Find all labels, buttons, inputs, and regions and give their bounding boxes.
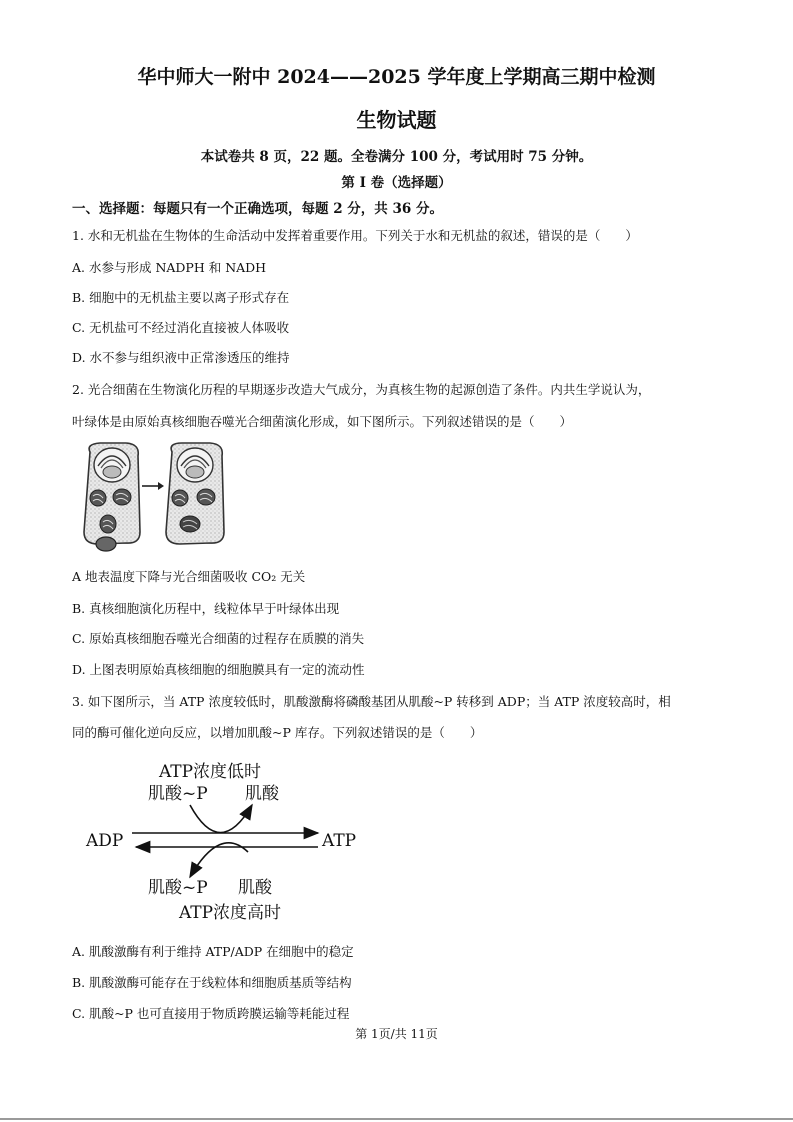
transformation-arrow — [142, 482, 164, 490]
bottom-reaction-arc — [190, 843, 248, 877]
top-reaction-arc — [190, 805, 252, 833]
primitive-cell — [84, 443, 140, 544]
question-3-stem-line2: 同的酶可催化逆向反应，以增加肌酸~P 库存。下列叙述错误的是（ ） — [72, 725, 483, 740]
diagram-top-condition: ATP浓度低时 — [158, 762, 262, 782]
question-3-option-a: A. 肌酸激酶有利于维持 ATP/ADP 在细胞中的稳定 — [72, 944, 354, 959]
section-heading: 一、选择题：每题只有一个正确选项，每题 2 分，共 36 分。 — [72, 201, 443, 217]
question-2-stem-line2: 叶绿体是由原始真核细胞吞噬光合细菌演化形成，如下图所示。下列叙述错误的是（ ） — [72, 414, 573, 429]
diagram-adp-label: ADP — [86, 831, 124, 851]
question-3-stem-line1: 3. 如下图所示，当 ATP 浓度较低时，肌酸激酶将磷酸基团从肌酸~P 转移到 ADP；当 ATP 浓度较高时，相 — [72, 694, 671, 709]
endosymbiosis-figure — [78, 440, 238, 555]
question-1-option-b: B. 细胞中的无机盐主要以离子形式存在 — [72, 290, 290, 305]
exam-subtitle: 生物试题 — [356, 108, 437, 132]
question-2-option-c: C. 原始真核细胞吞噬光合细菌的过程存在质膜的消失 — [72, 631, 365, 646]
question-1-option-c: C. 无机盐可不经过消化直接被人体吸收 — [72, 320, 290, 335]
diagram-bottom-left-label: 肌酸~P — [148, 878, 208, 898]
diagram-bottom-right-label: 肌酸 — [238, 878, 272, 898]
question-1-option-a: A. 水参与形成 NADPH 和 NADH — [72, 260, 267, 275]
question-3-option-b: B. 肌酸激酶可能存在于线粒体和细胞质基质等结构 — [72, 975, 352, 990]
bacterium-icon — [96, 537, 116, 551]
page-number: 第 1页/共 11页 — [355, 1027, 438, 1041]
question-3-option-c: C. 肌酸~P 也可直接用于物质跨膜运输等耗能过程 — [72, 1006, 350, 1021]
question-2-option-d: D. 上图表明原始真核细胞的细胞膜具有一定的流动性 — [72, 662, 365, 677]
question-2-stem-line1: 2. 光合细菌在生物演化历程的早期逐步改造大气成分，为真核生物的起源创造了条件。内共生学说认为， — [72, 382, 651, 397]
question-2-option-a: A 地表温度下降与光合细菌吸收 CO₂ 无关 — [72, 569, 306, 584]
exam-title: 华中师大一附中 2024——2025 学年度上学期高三期中检测 — [137, 66, 656, 88]
question-1-option-d: D. 水不参与组织液中正常渗透压的维持 — [72, 350, 290, 365]
diagram-bottom-condition: ATP浓度高时 — [178, 903, 282, 923]
question-1-stem: 1. 水和无机盐在生物体的生命活动中发挥着重要作用。下列关于水和无机盐的叙述，错误的是（ ） — [72, 228, 638, 243]
creatine-kinase-diagram — [80, 755, 380, 925]
exam-info: 本试卷共 8 页，22 题。全卷满分 100 分，考试用时 75 分钟。 — [200, 149, 593, 165]
page-bottom-border — [0, 1118, 793, 1120]
question-2-option-b: B. 真核细胞演化历程中，线粒体早于叶绿体出现 — [72, 601, 340, 616]
diagram-top-left-label: 肌酸~P — [148, 784, 208, 804]
volume-label: 第 I 卷（选择题） — [341, 175, 452, 191]
diagram-top-right-label: 肌酸 — [245, 784, 279, 804]
eukaryotic-cell — [166, 443, 224, 544]
diagram-atp-label: ATP — [322, 831, 357, 851]
